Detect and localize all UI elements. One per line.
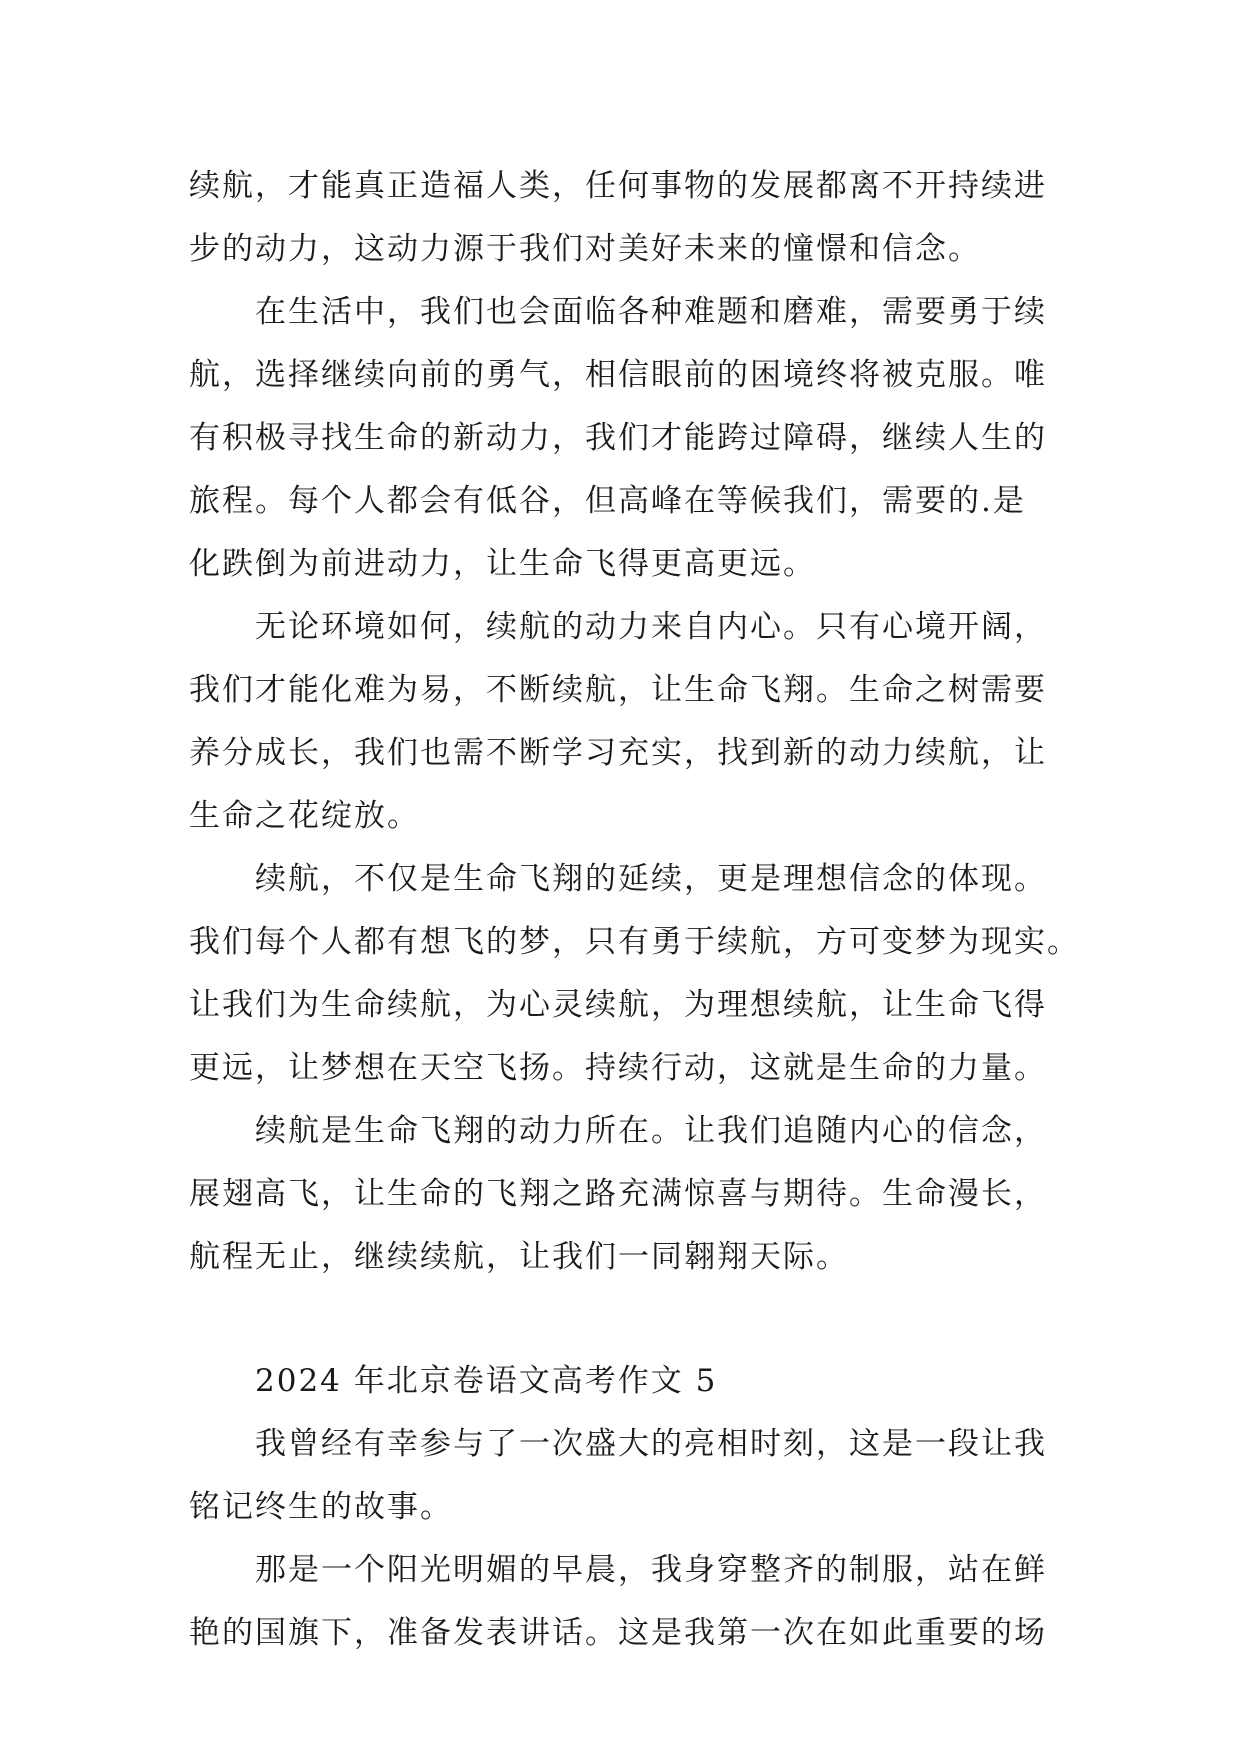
text-line: 航程无止，继续续航，让我们一同翱翔天际。 bbox=[189, 1239, 849, 1275]
text-line: 铭记终生的故事。 bbox=[189, 1489, 453, 1525]
text-line: 航，选择继续向前的勇气，相信眼前的困境终将被克服。唯 bbox=[189, 357, 1047, 393]
text-line: 展翅高飞，让生命的飞翔之路充满惊喜与期待。生命漫长， bbox=[189, 1176, 1047, 1212]
paragraph bbox=[189, 848, 1080, 1100]
paragraph bbox=[189, 1413, 1071, 1539]
text-line: 无论环境如何，续航的动力来自内心。只有心境开阔， bbox=[255, 609, 1047, 645]
text-line: 在生活中，我们也会面临各种难题和磨难，需要勇于续 bbox=[255, 294, 1047, 330]
text-line: 让我们为生命续航，为心灵续航，为理想续航，让生命飞得 bbox=[189, 987, 1047, 1023]
text-line: 步的动力，这动力源于我们对美好未来的憧憬和信念。 bbox=[189, 231, 981, 267]
text-line: 有积极寻找生命的新动力，我们才能跨过障碍，继续人生的 bbox=[189, 420, 1047, 456]
text-line: 续航，不仅是生命飞翔的延续，更是理想信念的体现。 bbox=[255, 861, 1047, 897]
text-line: 更远，让梦想在天空飞扬。持续行动，这就是生命的力量。 bbox=[189, 1050, 1047, 1086]
text-line: 我们每个人都有想飞的梦，只有勇于续航，方可变梦为现实。 bbox=[189, 924, 1080, 960]
text-line: 续航，才能真正造福人类，任何事物的发展都离不开持续进 bbox=[189, 168, 1047, 204]
paragraph bbox=[189, 1100, 1071, 1289]
text-line: 艳的国旗下，准备发表讲话。这是我第一次在如此重要的场 bbox=[189, 1615, 1047, 1651]
paragraph bbox=[189, 1539, 1071, 1665]
text-line: 养分成长，我们也需不断学习充实，找到新的动力续航，让 bbox=[189, 735, 1047, 771]
section-spacer bbox=[189, 1289, 1071, 1350]
text-line: 旅程。每个人都会有低谷，但高峰在等候我们，需要的.是 bbox=[189, 483, 1026, 519]
text-line: 那是一个阳光明媚的早晨，我身穿整齐的制服，站在鲜 bbox=[255, 1552, 1047, 1588]
text-line: 我曾经有幸参与了一次盛大的亮相时刻，这是一段让我 bbox=[255, 1426, 1047, 1462]
text-line: 生命之花绽放。 bbox=[189, 798, 420, 834]
text-line: 化跌倒为前进动力，让生命飞得更高更远。 bbox=[189, 546, 816, 582]
paragraph bbox=[189, 155, 1071, 281]
document-body bbox=[189, 155, 1080, 1665]
section-title: 2024 年北京卷语文高考作文 5 bbox=[255, 1363, 718, 1399]
paragraph bbox=[189, 281, 1071, 596]
text-line: 续航是生命飞翔的动力所在。让我们追随内心的信念， bbox=[255, 1113, 1047, 1149]
text-line: 我们才能化难为易，不断续航，让生命飞翔。生命之树需要 bbox=[189, 672, 1047, 708]
paragraph bbox=[189, 596, 1071, 848]
